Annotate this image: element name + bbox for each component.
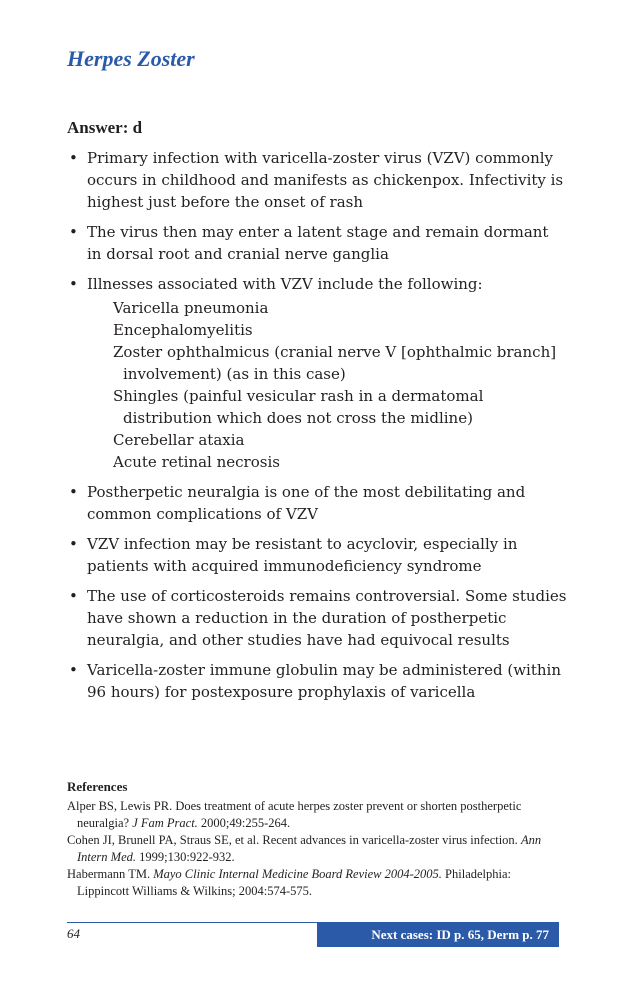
page-title: Herpes Zoster (67, 46, 195, 71)
bullet-text: Illnesses associated with VZV include the following: (87, 275, 483, 293)
bullet-item (67, 659, 567, 703)
illness-item (113, 297, 567, 319)
references-section (67, 778, 557, 900)
answer-line: Answer: d (67, 118, 143, 137)
next-cases-text: Next cases: ID p. 65, Derm p. 77 (371, 927, 549, 942)
reference-cite: Philadelphia: Lippincott Williams & Wilkins; 2004:574-575. (77, 867, 512, 898)
illness-text: Acute retinal necrosis (113, 453, 280, 471)
illness-text: Varicella pneumonia (113, 299, 269, 317)
bullet-text: Postherpetic neuralgia is one of the most debilitating and common complications of VZV (87, 483, 526, 523)
bullet-item (67, 221, 567, 265)
bullet-item (67, 147, 567, 213)
bullet-text: VZV infection may be resistant to acyclovir, especially in patients with acquired immunodeficiency syndrome (87, 535, 518, 575)
illness-item (113, 451, 567, 473)
bullet-text: Primary infection with varicella-zoster virus (VZV) commonly occurs in childhood and manifests as chickenpox. Infectivity is highest just before the onset of rash (87, 149, 564, 211)
bullet-item (67, 533, 567, 577)
illness-text: Encephalomyelitis (113, 321, 253, 339)
reference-item (67, 832, 557, 866)
illness-item (113, 341, 567, 385)
bullet-item (67, 585, 567, 651)
bullet-text: The use of corticosteroids remains controversial. Some studies have shown a reduction in the duration of postherpetic neuralgia, and other studies have had equivocal results (87, 587, 567, 649)
reference-cite: 2000;49:255-264. (200, 816, 291, 830)
references-heading: References (67, 779, 128, 794)
next-cases-banner (317, 923, 559, 947)
bullet-text: Varicella-zoster immune globulin may be administered (within 96 hours) for postexposure prophylaxis of varicella (87, 661, 561, 701)
reference-journal: Mayo Clinic Internal Medicine Board Review 2004-2005. (153, 867, 442, 881)
reference-journal: Ann Intern Med. (77, 833, 542, 864)
reference-journal: J Fam Pract. (132, 816, 198, 830)
reference-item (67, 866, 557, 900)
bullet-item (67, 273, 567, 473)
illness-list (113, 297, 567, 473)
reference-text: Habermann TM. (67, 867, 151, 881)
bullet-list (67, 147, 567, 711)
reference-item (67, 798, 557, 832)
bullet-text: The virus then may enter a latent stage and remain dormant in dorsal root and cranial nerve ganglia (87, 223, 549, 263)
illness-text: Zoster ophthalmicus (cranial nerve V [ophthalmic branch] involvement) (as in this case) (113, 343, 557, 383)
reference-cite: 1999;130:922-932. (139, 850, 235, 864)
illness-item (113, 385, 567, 429)
illness-text: Shingles (painful vesicular rash in a dermatomal distribution which does not cross the midline) (113, 387, 484, 427)
bullet-item (67, 481, 567, 525)
page-number: 64 (67, 926, 80, 941)
reference-text: Cohen JI, Brunell PA, Straus SE, et al. Recent advances in varicella-zoster virus infection. (67, 833, 518, 847)
illness-item (113, 429, 567, 451)
illness-item (113, 319, 567, 341)
reference-text: Alper BS, Lewis PR. Does treatment of acute herpes zoster prevent or shorten postherpetic neuralgia? (67, 799, 522, 830)
illness-text: Cerebellar ataxia (113, 431, 245, 449)
